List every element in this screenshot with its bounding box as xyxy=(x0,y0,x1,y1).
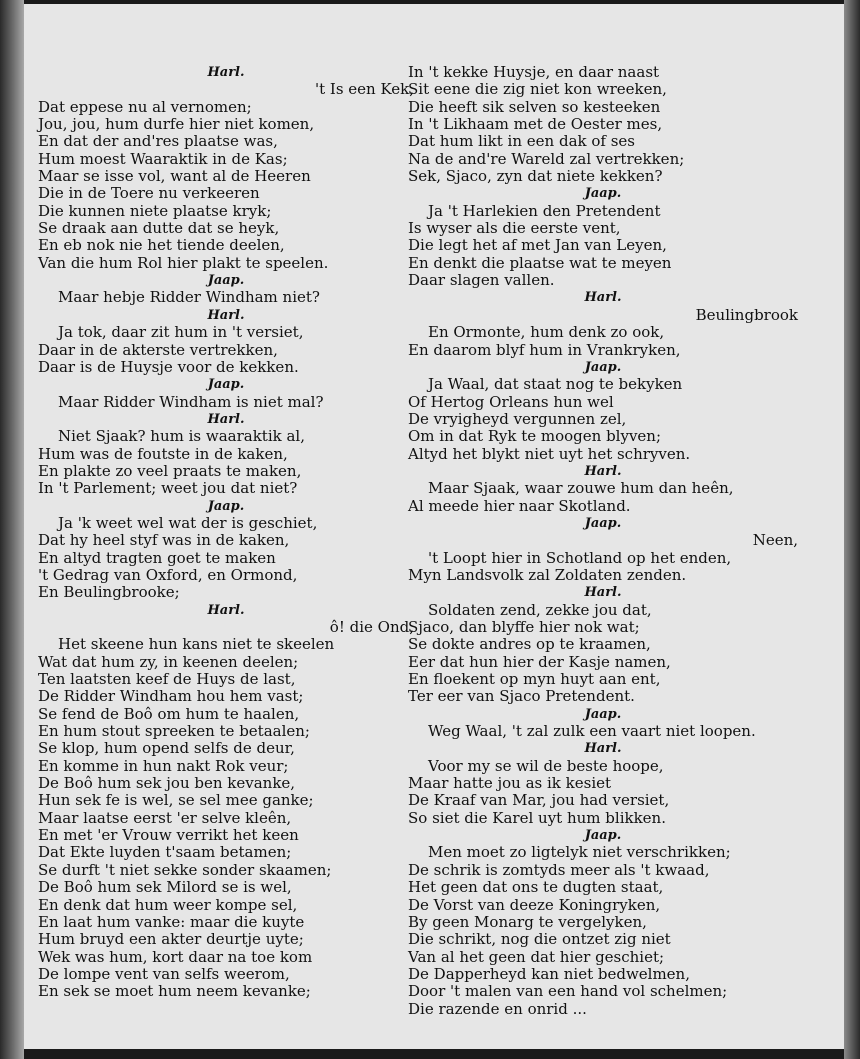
verse-line: Eer dat hun hier der Kasje namen, xyxy=(408,652,671,671)
verse-line: Ja tok, daar zit hum in 't versiet, xyxy=(58,323,304,342)
verse-line: So siet die Karel uyt hum blikken. xyxy=(408,808,666,827)
verse-line: En denk dat hum weer kompe sel, xyxy=(38,895,298,914)
verse-line: Sit eene die zig niet kon wreeken, xyxy=(408,80,667,99)
verse-line: Ter eer van Sjaco Pretendent. xyxy=(408,687,635,706)
verse-line: Dat hum likt in een dak of ses xyxy=(408,132,635,151)
verse-line: Daar in de akterste vertrekken, xyxy=(38,340,278,359)
verse-line: In 't kekke Huysje, en daar naast xyxy=(408,63,660,81)
verse-line: Ja 't Harlekien den Pretendent xyxy=(428,201,661,220)
verse-line: Soldaten zend, zekke jou dat, xyxy=(428,600,652,619)
verse-line: Om in dat Ryk te moogen blyven; xyxy=(408,427,662,446)
verse-line: Van al het geen dat hier geschiet; xyxy=(408,947,665,966)
left-text-column xyxy=(38,64,414,1001)
verse-line: De schrik is zomtyds meer als 't kwaad, xyxy=(408,860,710,879)
verse-line: Maar laatse eerst 'er selve kleên, xyxy=(38,808,292,827)
verse-line: Daar is de Huysje voor de kekken. xyxy=(38,357,299,376)
verse-line: 't Is een Kek, xyxy=(314,80,414,99)
verse-line: Die kunnen niete plaatse kryk; xyxy=(38,201,272,220)
speaker-label: Jaap. xyxy=(207,498,245,514)
verse-line: Al meede hier naar Skotland. xyxy=(408,496,631,515)
verse-line: Van die hum Rol hier plakt te speelen. xyxy=(38,253,329,272)
verse-line: En plakte zo veel praats te maken, xyxy=(38,461,302,480)
verse-line: Maar Ridder Windham is niet mal? xyxy=(58,392,324,411)
page-edge xyxy=(844,0,860,1059)
verse-line: Ja Waal, dat staat nog te bekyken xyxy=(428,375,683,394)
verse-line: Se draak aan dutte dat se heyk, xyxy=(38,219,280,238)
verse-line: Wat dat hum zy, in keenen deelen; xyxy=(38,652,299,671)
verse-line: Hum moest Waaraktik in de Kas; xyxy=(38,149,288,168)
verse-line: De Dapperheyd kan niet bedwelmen, xyxy=(408,964,690,983)
verse-line: In 't Likhaam met de Oester mes, xyxy=(408,115,663,134)
verse-line: Weg Waal, 't zal zulk een vaart niet loopen. xyxy=(428,722,756,741)
verse-line: Hun sek fe is wel, se sel mee ganke; xyxy=(38,791,314,810)
speaker-label: Jaap. xyxy=(584,706,622,722)
verse-line: Die in de Toere nu verkeeren xyxy=(38,184,260,203)
verse-line: En Beulingbrooke; xyxy=(38,583,180,602)
verse-line: Dat eppese nu al vernomen; xyxy=(38,97,252,116)
book-spine xyxy=(0,0,24,1059)
verse-line: 't Loopt hier in Schotland op het enden, xyxy=(428,548,732,567)
verse-line: En eb nok nie het tiende deelen, xyxy=(38,236,285,255)
verse-line: En met 'er Vrouw verrikt het keen xyxy=(38,826,299,845)
verse-line: Hum was de foutste in de kaken, xyxy=(38,444,288,463)
verse-line: De Vorst van deeze Koningryken, xyxy=(408,895,661,914)
speaker-label: Jaap. xyxy=(584,828,622,844)
verse-line: Beulingbrook xyxy=(695,305,798,324)
speaker-label: Jaap. xyxy=(584,515,622,531)
verse-line: Na de and're Wareld zal vertrekken; xyxy=(408,149,685,168)
verse-line: Se fend de Boô om hum te haalen, xyxy=(38,704,300,723)
speaker-label: Harl. xyxy=(207,65,245,80)
verse-line: Sjaco, dan blyffe hier nok wat; xyxy=(408,618,640,636)
verse-line: En dat der and'res plaatse was, xyxy=(38,132,278,151)
book-page xyxy=(24,4,844,1049)
verse-line: Maar hebje Ridder Windham niet? xyxy=(58,288,320,307)
verse-line: Dat hy heel styf was in de kaken, xyxy=(38,531,290,550)
verse-line: Hum bruyd een akter deurtje uyte; xyxy=(38,930,304,949)
verse-line: Het geen dat ons te dugten staat, xyxy=(408,878,664,897)
verse-line: De Kraaf van Mar, jou had versiet, xyxy=(408,791,670,810)
speaker-label: Harl. xyxy=(584,290,622,306)
verse-line: En komme in hun nakt Rok veur; xyxy=(38,756,289,775)
speaker-label: Jaap. xyxy=(207,377,245,393)
verse-line: En Ormonte, hum denk zo ook, xyxy=(428,323,665,342)
verse-line: Die razende en onrid ... xyxy=(408,999,587,1018)
verse-line: Door 't malen van een hand vol schelmen; xyxy=(408,982,728,1001)
verse-line: En hum stout spreeken te betaalen; xyxy=(38,722,310,741)
verse-line: Maar Sjaak, waar zouwe hum dan heên, xyxy=(428,479,734,498)
verse-line: De lompe vent van selfs weerom, xyxy=(38,964,290,983)
speaker-label: Jaap. xyxy=(584,359,622,375)
verse-line: Die legt het af met Jan van Leyen, xyxy=(408,236,667,255)
verse-line: Maar se isse vol, want al de Heeren xyxy=(38,167,311,186)
verse-line: Sek, Sjaco, zyn dat niete kekken? xyxy=(408,167,663,186)
verse-line: En sek se moet hum neem kevanke; xyxy=(38,982,311,1001)
verse-line: Ten laatsten keef de Huys de last, xyxy=(38,670,296,689)
speaker-label: Harl. xyxy=(207,307,245,323)
verse-line: Se durft 't niet sekke sonder skaamen; xyxy=(38,860,332,879)
verse-line: De Ridder Windham hou hem vast; xyxy=(38,687,304,706)
verse-line: En daarom blyf hum in Vrankryken, xyxy=(408,340,681,359)
verse-line: Is wyser als die eerste vent, xyxy=(408,219,621,238)
verse-line: Of Hertog Orleans hun wel xyxy=(408,392,614,411)
verse-line: Wek was hum, kort daar na toe kom xyxy=(38,947,313,966)
verse-line: Se dokte andres op te kraamen, xyxy=(408,635,651,654)
verse-line: En laat hum vanke: maar die kuyte xyxy=(38,912,305,931)
right-text-column xyxy=(408,64,798,1018)
verse-line: En altyd tragten goet te maken xyxy=(38,548,276,567)
verse-line: De Boô hum sek jou ben kevanke, xyxy=(38,774,296,793)
verse-line: En denkt die plaatse wat te meyen xyxy=(408,253,672,272)
speaker-label: Harl. xyxy=(207,411,245,427)
verse-line: Neen, xyxy=(752,531,798,550)
verse-line: Die heeft sik selven so kesteeken xyxy=(408,97,661,116)
speaker-label: Harl. xyxy=(584,585,622,601)
verse-line: ô! die Ond, xyxy=(329,618,414,636)
verse-line: De Boô hum sek Milord se is wel, xyxy=(38,878,292,897)
speaker-label: Harl. xyxy=(207,602,245,618)
verse-line: De vryigheyd vergunnen zel, xyxy=(408,409,627,428)
verse-line: Daar slagen vallen. xyxy=(408,271,555,290)
verse-line: Dat Ekte luyden t'saam betamen; xyxy=(38,843,292,862)
verse-line: Se klop, hum opend selfs de deur, xyxy=(38,739,295,758)
verse-line: Die schrikt, nog die ontzet zig niet xyxy=(408,930,671,949)
speaker-label: Harl. xyxy=(584,463,622,479)
verse-line: By geen Monarg te vergelyken, xyxy=(408,912,647,931)
verse-line: En floekent op myn huyt aan ent, xyxy=(408,670,661,689)
speaker-label: Jaap. xyxy=(584,186,622,202)
verse-line: Altyd het blykt niet uyt het schryven. xyxy=(408,444,691,463)
verse-line: 't Gedrag van Oxford, en Ormond, xyxy=(38,565,298,584)
verse-line: In 't Parlement; weet jou dat niet? xyxy=(38,479,298,498)
verse-line: Myn Landsvolk zal Zoldaten zenden. xyxy=(408,565,687,584)
verse-line: Maar hatte jou as ik kesiet xyxy=(408,774,612,793)
speaker-label: Jaap. xyxy=(207,273,245,289)
verse-line: Het skeene hun kans niet te skeelen xyxy=(58,635,335,654)
verse-line: Ja 'k weet wel wat der is geschiet, xyxy=(58,513,318,532)
verse-line: Jou, jou, hum durfe hier niet komen, xyxy=(38,115,315,134)
verse-line: Niet Sjaak? hum is waaraktik al, xyxy=(58,427,306,446)
verse-line: Men moet zo ligtelyk niet verschrikken; xyxy=(428,843,731,862)
speaker-label: Harl. xyxy=(584,741,622,757)
verse-line: Voor my se wil de beste hoope, xyxy=(428,756,664,775)
